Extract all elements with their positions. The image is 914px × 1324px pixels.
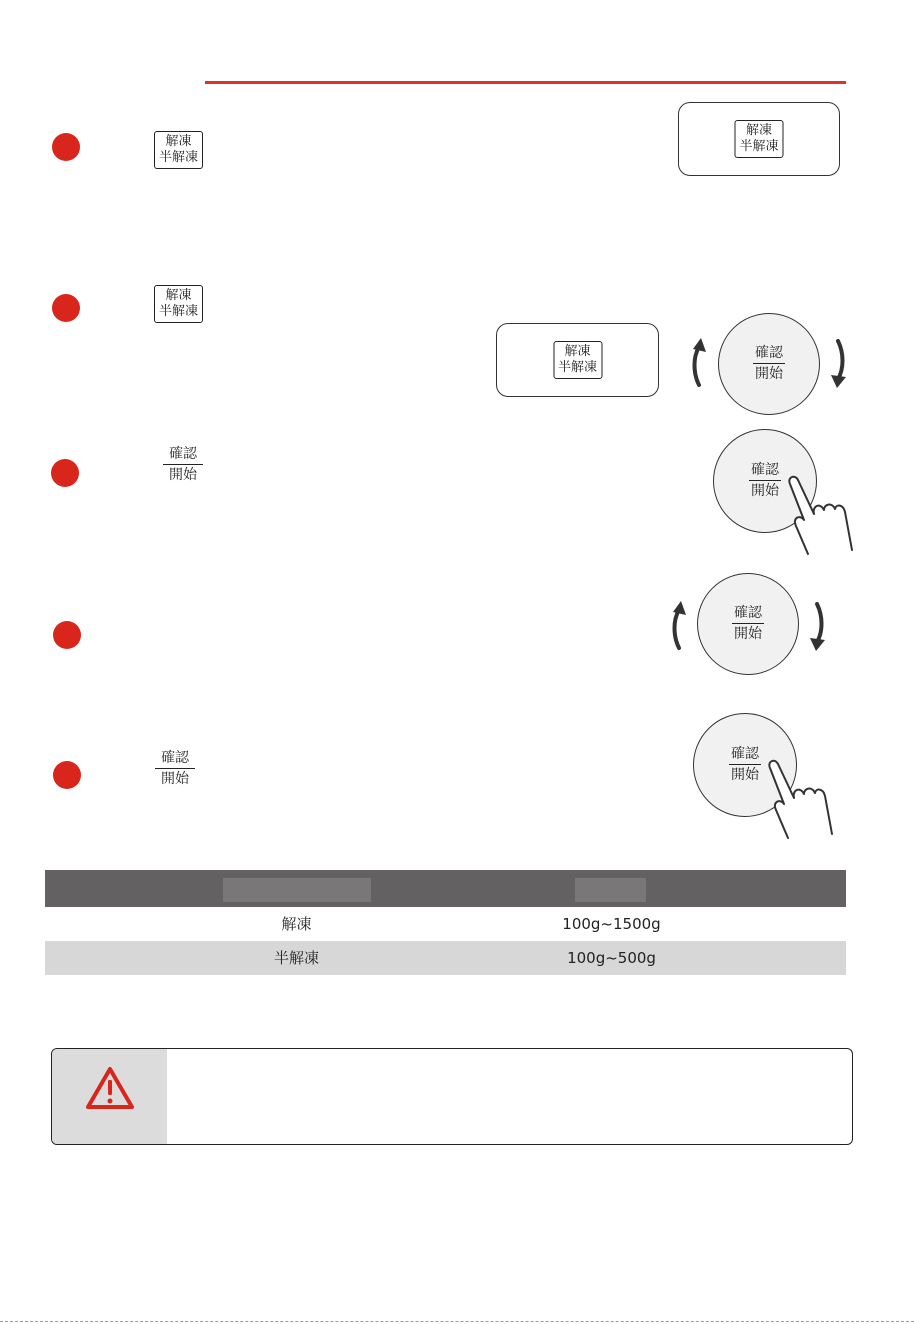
- half-defrost-key-label: 半解凍: [159, 150, 199, 165]
- step-3-marker: [51, 459, 79, 487]
- step-4-marker: [53, 621, 81, 649]
- weight-table-header: [45, 870, 846, 907]
- defrost-key-label: 解凍: [165, 288, 192, 303]
- dial-start-label: 開始: [734, 626, 762, 642]
- warning-icon-panel: [52, 1049, 167, 1144]
- start-label: 開始: [169, 467, 197, 483]
- confirm-label: 確認: [155, 750, 195, 769]
- dial-knob-rotate-1: [718, 313, 820, 415]
- weight-cell: 100g~1500g: [562, 915, 661, 933]
- page-bottom-edge: [0, 1320, 914, 1322]
- confirm-label: 確認: [163, 446, 203, 465]
- dial-confirm-label: 確認: [749, 462, 781, 481]
- dial-knob-rotate-2: [697, 573, 799, 675]
- step-1-marker: [52, 133, 80, 161]
- dial-start-label: 開始: [755, 366, 783, 382]
- defrost-key: [154, 285, 203, 323]
- rotate-right-arrow-icon: [826, 335, 856, 391]
- dial-start-label: 開始: [731, 767, 759, 783]
- panel-half-defrost-label: 半解凍: [557, 360, 598, 375]
- section-header-rule: [205, 81, 846, 84]
- dial-confirm-label: 確認: [753, 345, 785, 364]
- table-row: [45, 907, 846, 941]
- panel-defrost-label: 解凍: [745, 123, 773, 138]
- confirm-start-key: [155, 750, 195, 788]
- header-cell-mode: [223, 878, 371, 902]
- confirm-start-key: [163, 446, 203, 484]
- rotate-left-arrow-icon: [663, 598, 693, 654]
- control-panel-illustration-2: [496, 323, 659, 397]
- dial-confirm-label: 確認: [732, 605, 764, 624]
- panel-defrost-key: [553, 341, 602, 379]
- dial-confirm-label: 確認: [729, 746, 761, 765]
- half-defrost-key-label: 半解凍: [159, 304, 199, 319]
- rotate-left-arrow-icon: [683, 335, 713, 391]
- hand-press-icon: [760, 756, 840, 846]
- mode-cell: 解凍: [281, 915, 312, 933]
- header-cell-weight: [575, 878, 646, 902]
- defrost-key: [154, 131, 203, 169]
- panel-defrost-label: 解凍: [564, 344, 591, 359]
- step-5-marker: [53, 761, 81, 789]
- weight-cell: 100g~500g: [567, 949, 656, 967]
- defrost-key-label: 解凍: [165, 134, 192, 149]
- warning-icon: [84, 1065, 136, 1111]
- step-2-marker: [52, 294, 80, 322]
- control-panel-illustration-1: [678, 102, 840, 176]
- table-row: [45, 941, 846, 975]
- panel-defrost-key: [734, 120, 783, 158]
- dial-start-label: 開始: [751, 483, 779, 499]
- rotate-right-arrow-icon: [805, 598, 835, 654]
- panel-half-defrost-label: 半解凍: [739, 139, 779, 154]
- start-label: 開始: [161, 771, 189, 787]
- warning-box: [51, 1048, 853, 1145]
- mode-cell: 半解凍: [273, 949, 319, 967]
- hand-press-icon: [780, 472, 860, 562]
